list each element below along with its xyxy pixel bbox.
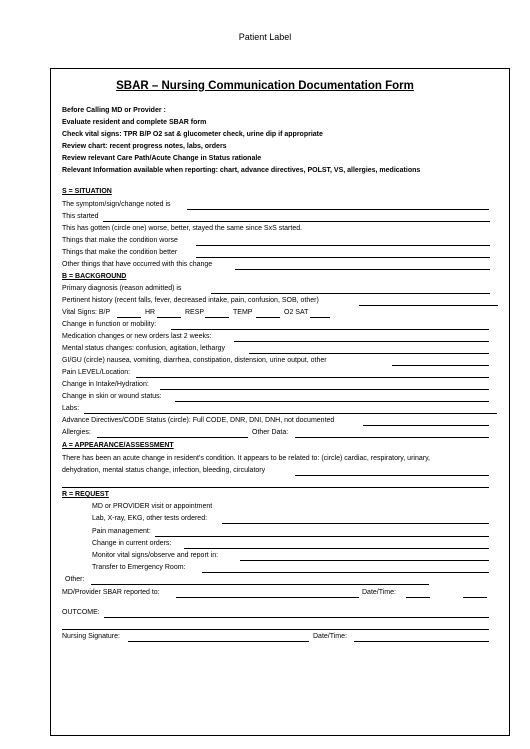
intake-field[interactable] <box>160 389 489 390</box>
current-orders-field[interactable] <box>184 548 489 549</box>
vitals-resp-field[interactable] <box>205 317 229 318</box>
better-label: Things that make the condition better <box>62 249 178 256</box>
gi-gu-label: GI/GU (circle) nausea, vomiting, diarrhea, constipation, distension, urine output, other <box>62 357 327 364</box>
tests-ordered-field[interactable] <box>222 523 489 524</box>
skin-wound-label: Change in skin or wound status: <box>62 393 162 400</box>
skin-wound-field[interactable] <box>175 401 489 402</box>
pain-management-label: Pain management: <box>92 528 151 535</box>
vitals-temp-label: TEMP <box>233 309 253 316</box>
pertinent-history-label: Pertinent history (recent falls, fever, decreased intake, pain, confusion, SOB, other) <box>62 297 319 304</box>
pain-level-label: Pain LEVEL/Location: <box>62 369 131 376</box>
symptom-label: The symptom/sign/change noted is <box>62 201 171 208</box>
request-other-label: Other: <box>65 576 85 583</box>
monitor-vitals-field[interactable] <box>240 560 489 561</box>
outcome-field-2[interactable] <box>62 629 489 630</box>
other-occurred-label: Other things that have occurred with this change <box>62 261 213 268</box>
vitals-hr-field[interactable] <box>157 317 181 318</box>
mental-status-field[interactable] <box>249 353 489 354</box>
provider-visit-label: MD or PROVIDER visit or appointment <box>92 503 213 510</box>
allergies-label: Allergies: <box>62 429 91 436</box>
vitals-bp-field[interactable] <box>117 317 141 318</box>
monitor-vitals-label: Monitor vital signs/observe and report in: <box>92 552 219 559</box>
labs-label: Labs: <box>62 405 80 412</box>
gi-gu-field[interactable] <box>392 365 489 366</box>
symptom-field[interactable] <box>187 209 489 210</box>
assessment-text-line1: There has been an acute change in resident's condition. It appears to be related to: (circle) cardiac, respiratory, urinary, <box>62 455 430 462</box>
assessment-field-1[interactable] <box>295 475 489 476</box>
advance-directives-label: Advance Directives/CODE Status (circle): Full CODE, DNR, DNI, DNH, not documented <box>62 417 335 424</box>
background-header: B = BACKGROUND <box>62 273 127 280</box>
patient-label: Patient Label <box>238 32 292 42</box>
vitals-temp-field[interactable] <box>256 317 280 318</box>
primary-diagnosis-field[interactable] <box>211 293 490 294</box>
nursing-signature-label: Nursing Signature: <box>62 633 120 640</box>
instruction-line: Evaluate resident and complete SBAR form <box>62 119 207 127</box>
mental-status-label: Mental status changes: confusion, agitation, lethargy <box>62 345 226 352</box>
transfer-er-field[interactable] <box>202 572 489 573</box>
vitals-resp-label: RESP <box>185 309 205 316</box>
form-title: SBAR – Nursing Communication Documentation Form <box>116 80 414 92</box>
reported-date-field[interactable] <box>406 597 430 598</box>
vitals-bp-label: Vital Signs: B/P <box>62 309 111 316</box>
better-field[interactable] <box>196 257 490 258</box>
instruction-line: Review relevant Care Path/Acute Change in Status rationale <box>62 155 262 163</box>
other-data-label: Other Data: <box>252 429 289 436</box>
started-label: This started <box>62 213 99 220</box>
assessment-header: A = APPEARANCE/ASSESSMENT <box>62 442 174 449</box>
situation-header: S = SITUATION <box>62 188 112 195</box>
instruction-line: Check vital signs: TPR B/P O2 sat & glucometer check, urine dip if appropriate <box>62 131 323 139</box>
outcome-label: OUTCOME: <box>62 609 100 616</box>
intake-label: Change in Intake/Hydration: <box>62 381 149 388</box>
pertinent-history-field[interactable] <box>359 305 498 306</box>
vitals-hr-label: HR <box>145 309 156 316</box>
allergies-field[interactable] <box>97 437 248 438</box>
signature-date-time-label: Date/Time: <box>313 633 347 640</box>
reported-to-field[interactable] <box>176 597 359 598</box>
current-orders-label: Change in current orders: <box>92 540 172 547</box>
vitals-o2-field[interactable] <box>310 317 330 318</box>
request-other-field[interactable] <box>91 584 429 585</box>
other-data-field[interactable] <box>295 437 489 438</box>
tests-ordered-label: Lab, X-ray, EKG, other tests ordered: <box>92 515 208 522</box>
pain-management-field[interactable] <box>155 536 489 537</box>
medication-label: Medication changes or new orders last 2 weeks: <box>62 333 212 340</box>
reported-to-label: MD/Provider SBAR reported to: <box>62 589 160 596</box>
assessment-text-line2: dehydration, mental status change, infection, bleeding, circulatory <box>62 467 266 474</box>
assessment-field-2[interactable] <box>62 487 489 488</box>
reported-date-time-label: Date/Time: <box>362 589 396 596</box>
before-calling-instructions <box>62 105 420 178</box>
vital-signs-row <box>62 308 110 317</box>
worse-field[interactable] <box>196 245 490 246</box>
medication-field[interactable] <box>234 341 489 342</box>
pain-level-field[interactable] <box>136 377 489 378</box>
signature-date-time-field[interactable] <box>354 641 489 642</box>
transfer-er-label: Transfer to Emergency Room: <box>92 564 186 571</box>
vitals-o2-label: O2 SAT <box>284 309 309 316</box>
gotten-label: This has gotten (circle one) worse, better, stayed the same since SxS started. <box>62 225 303 232</box>
instruction-line: Review chart: recent progress notes, labs, orders <box>62 143 227 151</box>
started-field[interactable] <box>103 221 490 222</box>
other-occurred-field[interactable] <box>235 269 490 270</box>
function-field[interactable] <box>171 329 489 330</box>
nursing-signature-field[interactable] <box>128 641 309 642</box>
function-label: Change in function or mobility: <box>62 321 157 328</box>
instruction-line: Before Calling MD or Provider : <box>62 107 166 114</box>
outcome-field[interactable] <box>104 617 489 618</box>
worse-label: Things that make the condition worse <box>62 237 178 244</box>
reported-time-field[interactable] <box>463 597 487 598</box>
labs-field[interactable] <box>84 413 497 414</box>
advance-directives-field[interactable] <box>363 425 489 426</box>
request-header: R = REQUEST <box>62 491 109 498</box>
instruction-line: Relevant Information available when reporting: chart, advance directives, POLST, VS, allergies, medications <box>62 167 421 175</box>
primary-diagnosis-label: Primary diagnosis (reason admitted) is <box>62 285 182 292</box>
